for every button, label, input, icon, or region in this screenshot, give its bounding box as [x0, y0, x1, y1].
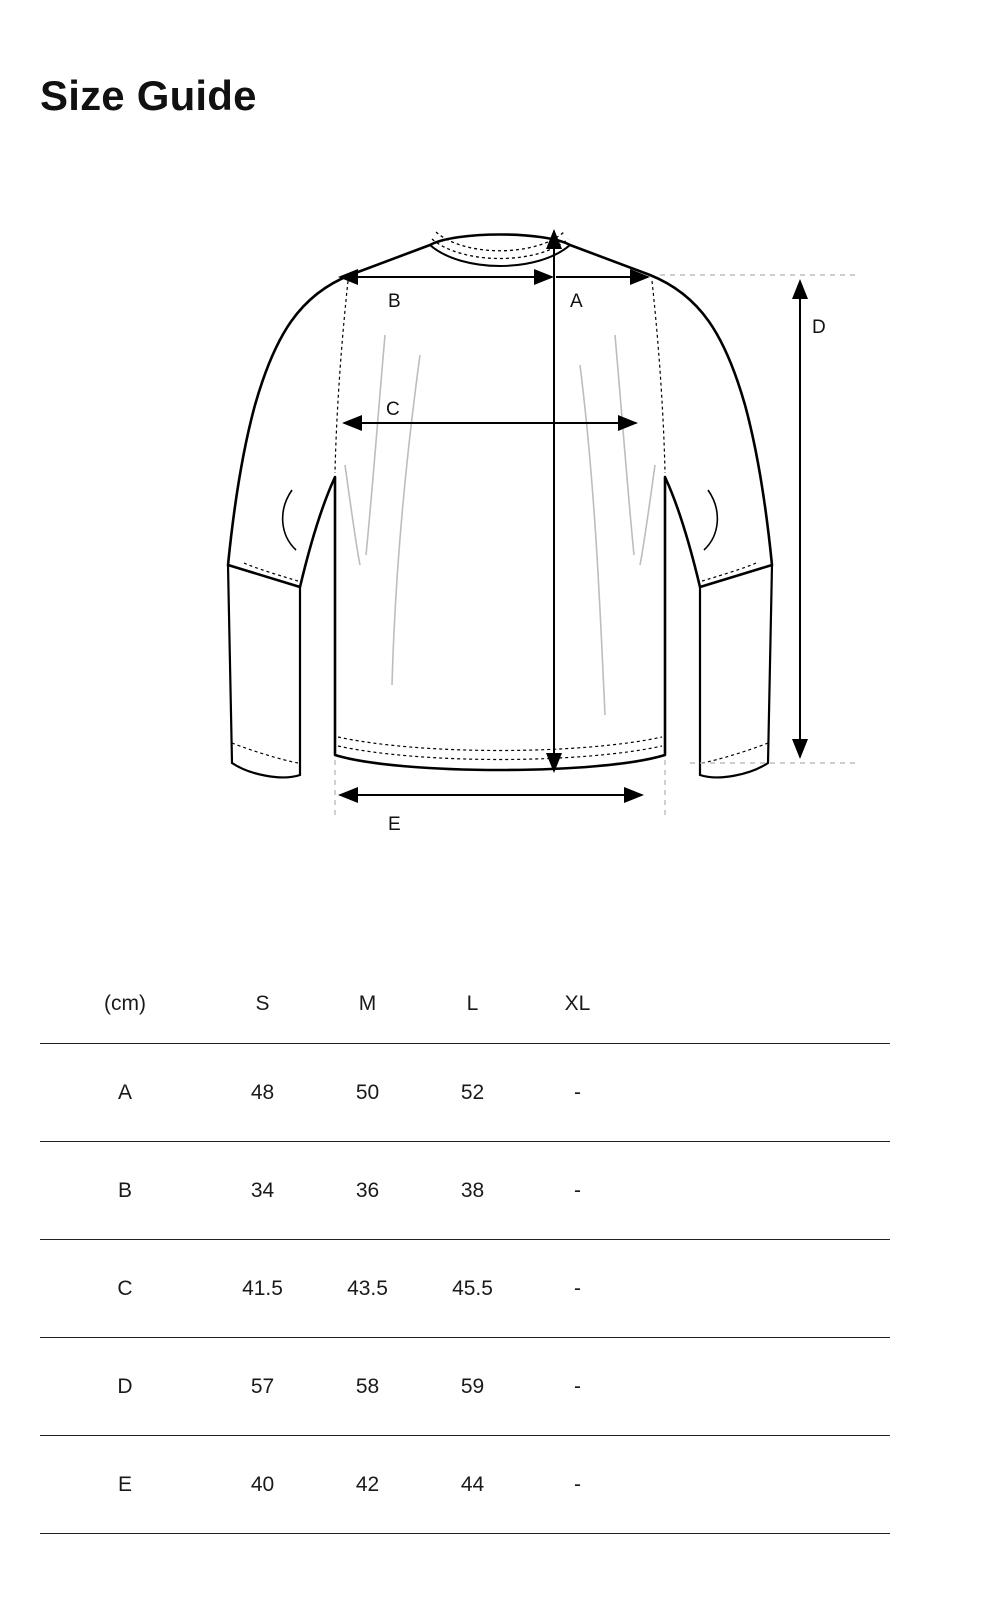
row-label-e: E [117, 1472, 132, 1496]
cell-d-s: 57 [250, 1374, 275, 1398]
size-header-m: M [358, 992, 377, 1015]
cell-d-m: 58 [355, 1374, 380, 1398]
diagram-label-d: D [812, 317, 826, 338]
cell-e-m: 42 [355, 1472, 380, 1496]
size-header-l: L [466, 992, 479, 1015]
diagram-label-c: C [386, 399, 400, 420]
cell-b-s: 34 [250, 1178, 275, 1202]
diagram-label-a: A [570, 291, 583, 312]
table-header-row [40, 965, 890, 1044]
table-row [40, 1142, 890, 1240]
cell-a-m: 50 [355, 1080, 380, 1104]
cell-c-m: 43.5 [347, 1276, 388, 1300]
table-row [40, 1338, 890, 1436]
row-label-d: D [117, 1374, 133, 1398]
cell-a-s: 48 [250, 1080, 275, 1104]
row-spacer [630, 1044, 890, 1142]
row-label-a: A [117, 1080, 132, 1104]
cell-b-m: 36 [355, 1178, 380, 1202]
size-chart-head [40, 965, 890, 1044]
diagram-label-e: E [388, 814, 401, 835]
row-spacer [630, 1240, 890, 1338]
cell-e-l: 44 [460, 1472, 485, 1496]
size-chart-body [40, 1044, 890, 1534]
garment-measurement-diagram [0, 215, 1000, 855]
cell-c-xl: - [574, 1276, 581, 1300]
cell-e-xl: - [574, 1472, 581, 1496]
unit-header: (cm) [104, 992, 146, 1015]
size-header-xl: XL [564, 992, 591, 1015]
sweatshirt-outline [228, 235, 772, 771]
size-chart-table [40, 965, 890, 1534]
row-label-b: B [117, 1178, 132, 1202]
page-title: Size Guide [40, 72, 257, 119]
cell-d-l: 59 [460, 1374, 485, 1398]
cell-e-s: 40 [250, 1472, 275, 1496]
row-spacer [630, 1436, 890, 1534]
cell-b-l: 38 [460, 1178, 485, 1202]
diagram-label-b: B [388, 291, 401, 312]
header-spacer [630, 965, 890, 1044]
cell-d-xl: - [574, 1374, 581, 1398]
cell-a-xl: - [574, 1080, 581, 1104]
table-row [40, 1044, 890, 1142]
table-row [40, 1436, 890, 1534]
cell-b-xl: - [574, 1178, 581, 1202]
cell-a-l: 52 [460, 1080, 485, 1104]
cell-c-s: 41.5 [242, 1276, 283, 1300]
row-spacer [630, 1338, 890, 1436]
cell-c-l: 45.5 [452, 1276, 493, 1300]
size-header-s: S [255, 992, 270, 1015]
table-row [40, 1240, 890, 1338]
row-spacer [630, 1142, 890, 1240]
row-label-c: C [117, 1276, 133, 1300]
